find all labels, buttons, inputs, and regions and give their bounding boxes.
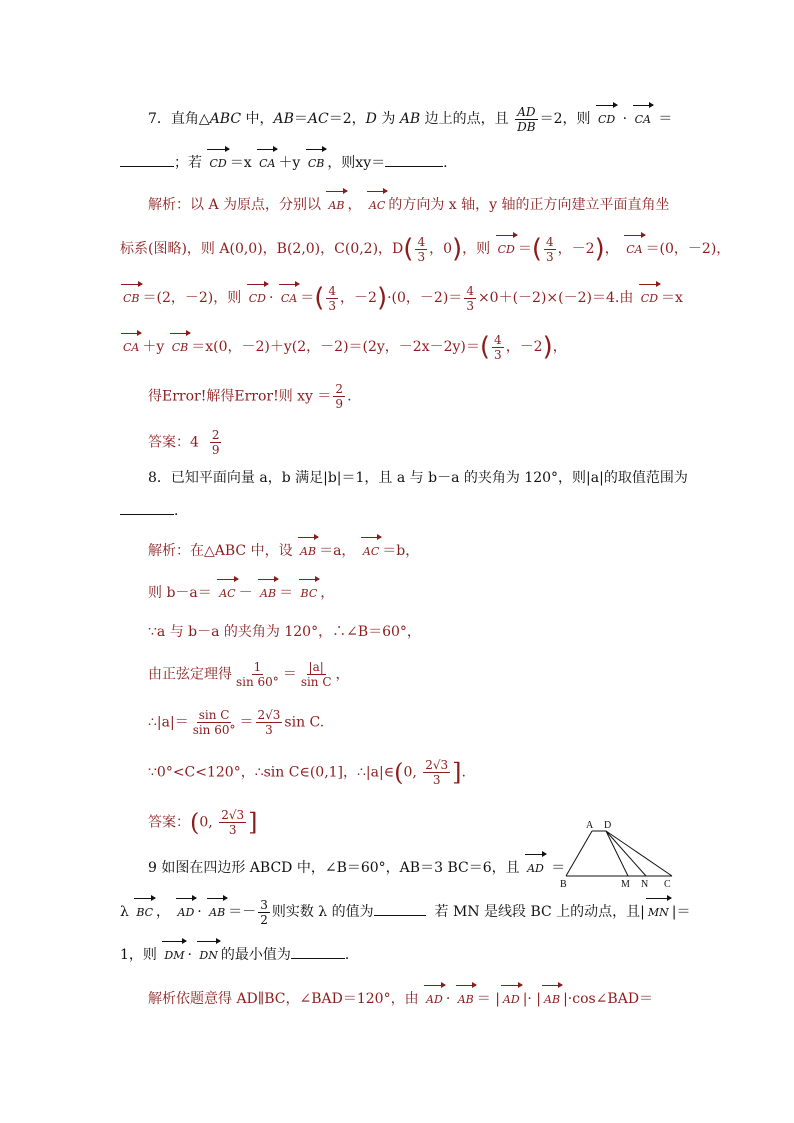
solution-text: ＝ [517,241,532,257]
answer-blank[interactable] [374,901,426,916]
q8-solution-line3 [148,622,421,642]
solution-text: ＋y [142,339,165,355]
solution-text: ＝a， [319,543,356,559]
solution-text: ＝ [239,714,254,731]
q9-text: |＝ [671,904,691,920]
fraction-4-3 [415,235,427,264]
solution-text: ∴|a|＝ [148,714,189,731]
frac-num: 4 [417,234,426,249]
solution-text: 解析：以 A 为原点，分别以 [148,197,322,213]
answer-blank[interactable] [120,500,174,515]
vector-cd: CD [206,154,229,174]
vector-ab: AB [455,990,477,1010]
q9-text: 的最小值为 [220,947,291,963]
vector-ab: AB [325,196,347,216]
vector-cd: CD [246,289,269,309]
label-n: N [641,879,649,890]
solution-text: ＝(2，－2)，则 [142,290,242,306]
fraction-2-9 [210,428,222,457]
answer-label: 答案：4 [148,434,199,451]
solution-text: 0, [199,814,213,831]
solution-text: 0, [403,764,417,781]
q7-text: 中， [241,111,274,127]
q7-text: ＋y [278,155,301,171]
fraction-3-2 [258,898,270,927]
q8-answer: 答案：(0, $\frac{2√3}{3}$ ] [148,808,258,837]
vector-dm: DM [161,946,187,966]
label-a: A [586,820,594,831]
frac-num: AD [517,104,536,119]
q8-solution-line4 [148,660,350,689]
frac-den: 9 [335,397,344,411]
q9-text: ． [344,947,359,963]
frac-den: 3 [328,298,337,313]
q7-text: ABC [209,111,242,127]
q9-text: 1，则 [120,947,157,963]
fraction-2root3-3 [219,808,246,837]
q7-solution-line2: 标系(图略)，则 A(0,0)，B(2,0)，C(0,2)，D( $\frac{4}{3}$ ，0)，则 CD ＝( $\frac{4}{3}$ ，－2)， CA ＝(0，－2)， [120,234,731,264]
q7-text: ，则xy＝ [327,155,386,171]
q7-text: D [365,111,377,127]
vector-ab: AB [257,584,279,604]
vector-ab: AB [206,903,228,923]
answer-label: 答案： [148,814,190,831]
solution-text: ·(0，－2)＝ [387,290,463,306]
solution-text: ， [347,197,362,213]
vector-ac: AC [216,584,238,604]
q9-text: ＝ [551,860,566,876]
equals: ＝ [658,111,673,127]
solution-text: sin C. [284,714,325,731]
frac-den: 3 [417,249,426,264]
q7-text: ＝2，则 [539,111,591,127]
solution-text: 标系(图略)，则 A(0,0)，B(2,0)，C(0,2)，D [120,241,404,257]
solution-text: － [238,585,253,601]
fraction-ad-db [515,105,537,134]
solution-text: ＝ [476,991,491,1007]
q8-solution-line6: ∵0°<C<120°，∴sin C∈(0,1]，∴|a|∈(0, $\frac{2√3}{3}$ ]. [148,758,466,787]
answer-blank[interactable] [385,152,443,167]
solution-text: ＝x [661,290,683,306]
solution-text: · [527,991,532,1007]
segment-ab [566,831,592,876]
vector-ac: AC [360,542,382,562]
solution-text: ＝b， [382,543,420,559]
fraction-4-3 [544,235,556,264]
q8-text: ． [174,503,188,519]
frac-num: 2√3 [257,708,281,722]
q9-text: 9 如图在四边形 ABCD 中，∠B＝60°，AB＝3 BC＝6，且 [148,860,520,876]
vector-ca: CA [278,289,300,309]
vector-ad-abs: AD [500,990,523,1010]
frac-den: 3 [546,249,554,264]
q8-line2 [120,500,188,521]
frac-den: sin C [300,675,332,689]
q9-solution-line1: 解析依题意得 AD∥BC，∠BAD＝120°，由 AD · AB ＝ | AD |· | AB |·cos∠BAD＝ [148,984,653,1010]
solution-text: ， [335,666,350,683]
frac-num: 3 [260,897,268,912]
fraction-sinC-sin60 [191,708,238,737]
q8-line1 [148,468,688,488]
q9-text: λ [120,904,129,920]
solution-text: ·cos∠BAD＝ [567,991,654,1007]
q7-line1 [148,104,672,134]
solution-text: 的方向为 x 轴，y 轴的正方向建立平面直角坐 [388,197,670,213]
fraction-a-sinC [299,660,334,689]
q7-text: ＝2， [328,111,366,127]
solution-text: 解析：在△ABC 中，设 [148,543,293,559]
q7-line2: ；若 CD ＝x CA ＋y CB ，则xy＝ . [120,148,448,174]
answer-blank[interactable] [120,152,174,167]
solution-text: ， [604,241,619,257]
q7-text: AB [399,111,421,127]
vector-ab: AB [297,542,319,562]
solution-text: ＝(0，－2)， [645,241,731,257]
q8-solution-line2 [148,578,334,604]
solution-text: 由正弦定理得 [148,666,232,683]
frac-num: 4 [546,234,554,249]
frac-den: 3 [466,298,474,313]
frac-den: 2 [260,912,268,927]
vector-ab-abs: AB [541,990,563,1010]
fraction-1-sin60 [234,660,281,689]
vector-cd: CD [595,110,618,130]
q8-text: 8．已知平面向量 a，b 满足|b|＝1，且 a 与 b－a 的夹角为 120°，则|a|的取值范围为 [148,470,688,486]
frac-den: sin 60° [192,723,236,737]
vector-bc: BC [298,584,321,604]
solution-text: ＝x(0，－2)＋y(2，－2)＝(2y，－2x－2y)＝ [191,339,480,355]
vector-cb: CB [305,154,328,174]
q9-text: ， [156,904,171,920]
vector-ad: AD [175,903,198,923]
frac-den: 3 [228,823,237,837]
fraction-2root3-3 [423,758,450,787]
frac-num: 2√3 [221,808,245,822]
frac-num: 4 [328,283,337,298]
q7-solution-line4: CA ＋y CB ＝x(0，－2)＋y(2，－2)＝(2y，－2x－2y)＝( $\frac{4}{3}$ ，－2)， [120,332,567,362]
solution-text: · [445,991,451,1007]
vector-ac: AC [366,196,388,216]
q8-solution-line1 [148,536,419,562]
q9-line2 [120,897,691,927]
vector-mn: MN [645,903,672,923]
solution-text: ∵0°<C<120°，∴sin C∈(0,1]，∴|a|∈ [148,764,395,781]
q7-solution-line3: CB ＝(2，－2)，则 CD · CA ＝( $\frac{4}{3}$ ，－2)·(0，－2)＝ $\frac{4}{3}$ ×0＋(－2)×(－2)＝4.由 CD ＝x [120,283,683,313]
vector-ca: CA [256,154,278,174]
dot: · [622,111,628,127]
label-d: D [604,820,612,831]
solution-text: ＝ [279,585,294,601]
vector-cd: CD [495,240,518,260]
frac-num: 4 [494,332,502,347]
vector-ad: AD [423,990,446,1010]
q9-line1 [148,853,565,879]
fraction-2root3-3 [256,708,283,737]
q7-solution-line1 [148,190,669,216]
q7-text: 7．直角△ [148,111,210,127]
solution-text: －2 [354,290,377,306]
segment-dm [606,831,628,876]
vector-cb: CB [169,338,192,358]
q8-solution-line5 [148,708,324,737]
solution-text: ×0＋(－2)×(－2)＝4.由 [477,290,634,306]
frac-den: 3 [432,773,441,787]
solution-text: －2 [519,339,543,355]
solution-text: ＝ [300,290,315,306]
solution-text: ＝ [282,666,297,683]
solution-text: 得Error!解得Error!则 xy ＝ [148,388,332,405]
vector-ad: AD [524,859,547,879]
solution-text: －2 [571,241,595,257]
label-b: B [560,879,567,890]
vector-ca: CA [120,338,142,358]
frac-den: sin 60° [236,675,279,689]
fraction-4-3 [326,284,338,313]
q7-text: AC [307,111,329,127]
q7-text: 为 [376,111,400,127]
q7-text: ；若 [174,155,202,171]
q9-text: 若 MN 是线段 BC 上的动点，且| [434,904,645,920]
trapezoid-figure [556,816,686,890]
frac-num: sin C [198,708,230,722]
vector-dn: DN [196,946,220,966]
solution-text: 0 [443,241,452,257]
label-m: M [621,879,630,890]
frac-num: 2 [211,428,220,442]
vector-ca: CA [632,110,654,130]
vector-bc: BC [133,903,156,923]
q9-text: 则实数 λ 的值为 [271,904,374,920]
q7-text: AB [273,111,294,127]
label-c: C [664,879,671,890]
frac-num: 4 [466,283,474,298]
vector-cd: CD [638,289,661,309]
solution-text: 则 b－a＝ [148,585,212,601]
q7-answer [148,428,223,457]
q9-text: · [197,904,202,920]
solution-text: ， [320,585,335,601]
frac-num: 1 [253,660,262,674]
frac-den: 3 [265,723,273,737]
frac-den: DB [517,119,536,134]
answer-blank[interactable] [291,944,345,959]
segment-dc [606,831,672,876]
solution-text: ， [552,339,567,355]
q7-solution-line5: 得Error!解得Error!则 xy ＝ $\frac{2}{9}$ . [148,382,352,411]
solution-text: 解析依题意得 AD∥BC，∠BAD＝120°，由 [148,991,419,1007]
frac-den: 3 [494,347,502,362]
q7-text: ＝ [293,111,308,127]
q7-text: 边上的点，且 [420,111,509,127]
segment-dn [606,831,646,876]
fraction-4-3 [464,284,476,313]
fraction-4-3 [492,333,504,362]
solution-text: ∵a 与 b－a 的夹角为 120°，∴∠B＝60°， [148,624,421,640]
solution-text: ，则 [462,241,491,257]
vector-cb: CB [120,289,143,309]
q7-text: ＝x [229,155,252,171]
vector-ca: CA [623,240,645,260]
fraction-2-9 [333,382,345,411]
q9-text: · [187,947,192,963]
frac-den: 9 [211,443,220,457]
q9-text: ＝－ [228,904,257,920]
frac-num: 2 [335,382,344,396]
frac-num: 2√3 [425,758,449,772]
q9-line3 [120,940,359,966]
solution-text: . [461,764,466,781]
frac-num: |a| [308,660,324,674]
solution-text: · [268,290,274,306]
